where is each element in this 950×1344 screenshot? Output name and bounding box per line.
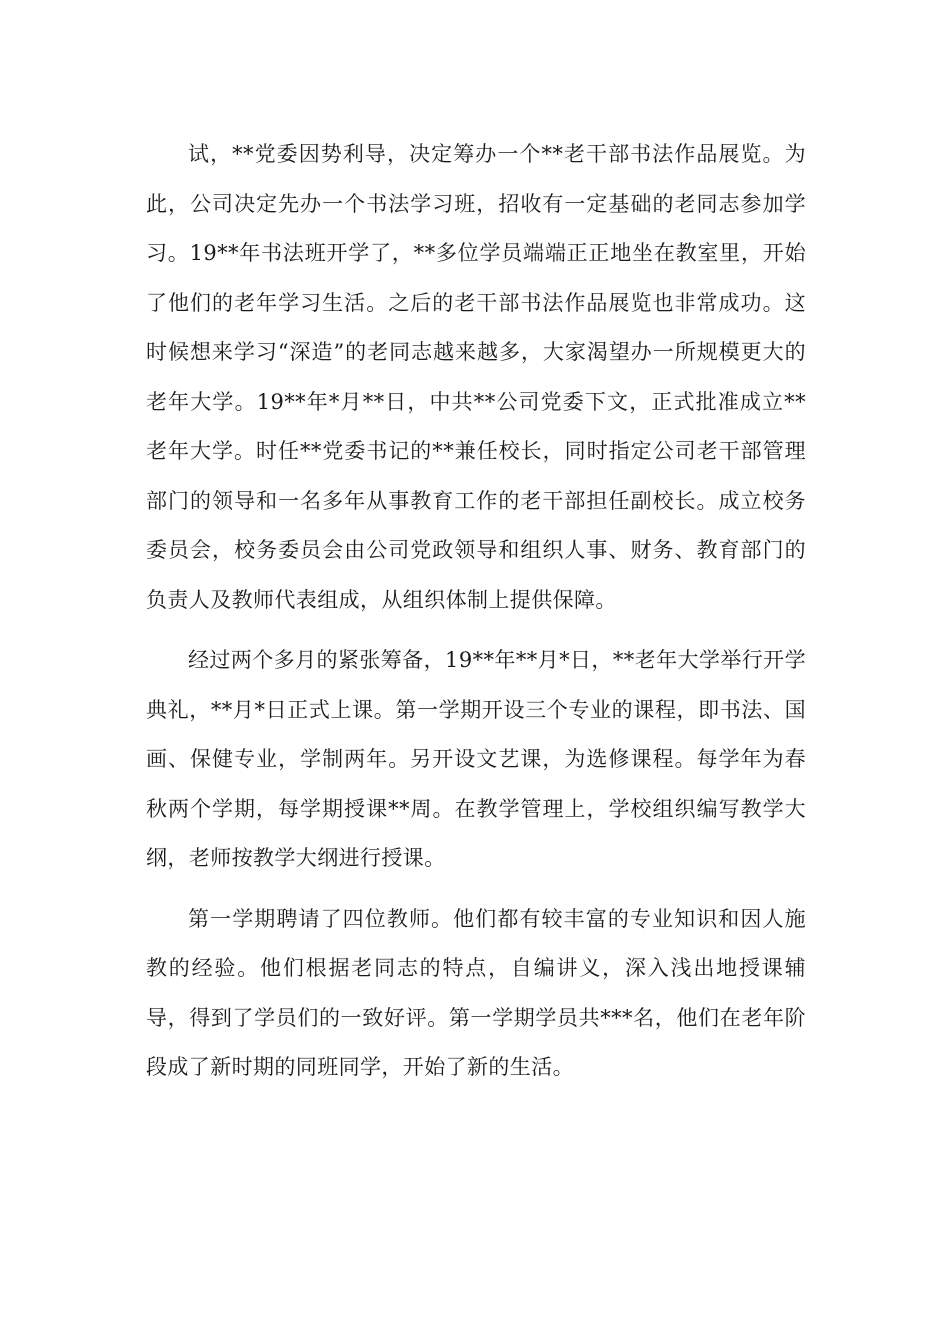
paragraph-2: 经过两个多月的紧张筹备，19**年**月*日，**老年大学举行开学典礼，**月*日正式上课。第一学期开设三个专业的课程，即书法、国画、保健专业，学制两年。另开设文艺课，为选修课程。每学年为春秋两个学期，每学期授课**周。在教学管理上，学校组织编写教学大纲，老师按教学大纲进行授课。 (146, 648, 806, 870)
document-body (146, 130, 806, 1104)
paragraph-3: 第一学期聘请了四位教师。他们都有较丰富的专业知识和因人施教的经验。他们根据老同志的特点，自编讲义，深入浅出地授课辅导，得到了学员们的一致好评。第一学期学员共***名，他们在老年阶段成了新时期的同班同学，开始了新的生活。 (146, 906, 806, 1079)
paragraph-1: 试，**党委因势利导，决定筹办一个**老干部书法作品展览。为此，公司决定先办一个书法学习班，招收有一定基础的老同志参加学习。19**年书法班开学了，**多位学员端端正正地坐在教室里，开始了他们的老年学习生活。之后的老干部书法作品展览也非常成功。这时候想来学习“深造”的老同志越来越多，大家渴望办一所规模更大的老年大学。19**年*月**日，中共**公司党委下文，正式批准成立**老年大学。时任**党委书记的**兼任校长，同时指定公司老干部管理部门的领导和一名多年从事教育工作的老干部担任副校长。成立校务委员会，校务委员会由公司党政领导和组织人事、财务、教育部门的负责人及教师代表组成，从组织体制上提供保障。 (146, 142, 806, 612)
